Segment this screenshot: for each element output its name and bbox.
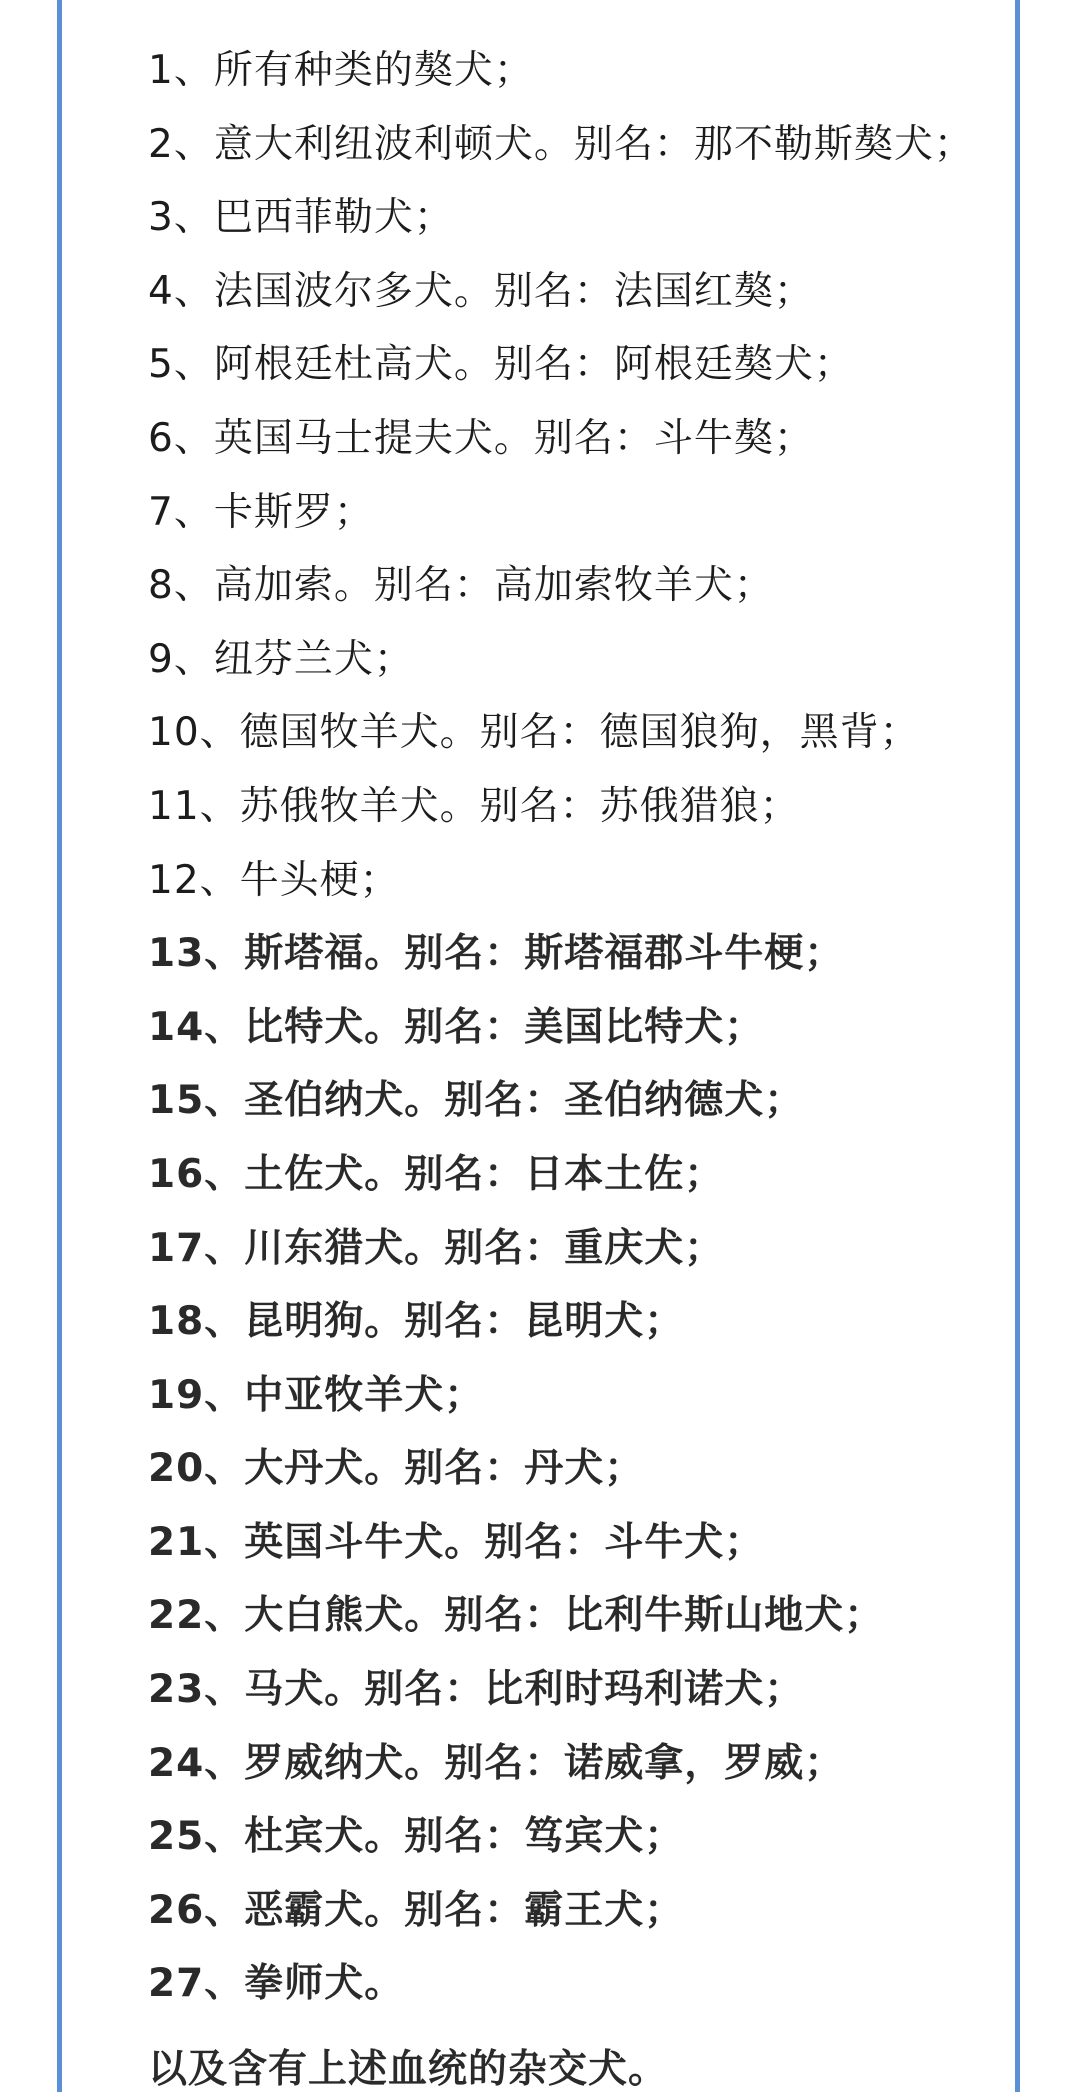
list-item: 14、比特犬。别名：美国比特犬； <box>148 1004 765 1050</box>
list-item: 24、罗威纳犬。别名：诺威拿，罗威； <box>148 1740 845 1786</box>
breed-list <box>148 34 974 2021</box>
list-item: 10、德国牧羊犬。别名：德国狼狗，黑背； <box>148 710 920 756</box>
list-item: 12、牛头梗； <box>148 857 400 903</box>
list-item: 20、大丹犬。别名：丹犬； <box>148 1446 645 1492</box>
list-item: 1、所有种类的獒犬； <box>148 48 534 93</box>
list-item: 5、阿根廷杜高犬。别名：阿根廷獒犬； <box>148 342 854 388</box>
list-item: 4、法国波尔多犬。别名：法国红獒； <box>148 268 814 314</box>
list-item: 22、大白熊犬。别名：比利牛斯山地犬； <box>148 1593 885 1639</box>
list-item: 15、圣伯纳犬。别名：圣伯纳德犬； <box>148 1078 805 1124</box>
list-item: 16、土佐犬。别名：日本土佐； <box>148 1151 725 1197</box>
list-item: 2、意大利纽波利顿犬。别名：那不勒斯獒犬； <box>148 121 974 167</box>
list-item: 11、苏俄牧羊犬。别名：苏俄猎狼； <box>148 783 800 829</box>
list-item: 19、中亚牧羊犬； <box>148 1372 485 1418</box>
list-item: 8、高加索。别名：高加索牧羊犬； <box>148 563 774 609</box>
list-item: 6、英国马士提夫犬。别名：斗牛獒； <box>148 415 814 461</box>
list-item: 27、拳师犬。 <box>148 1961 405 2007</box>
footer-note: 以及含有上述血统的杂交犬。 <box>148 2047 669 2092</box>
list-item: 3、巴西菲勒犬； <box>148 195 454 241</box>
list-item: 18、昆明狗。别名：昆明犬； <box>148 1299 685 1345</box>
list-item: 7、卡斯罗； <box>148 489 374 535</box>
list-item: 21、英国斗牛犬。别名：斗牛犬； <box>148 1519 765 1565</box>
list-item: 13、斯塔福。别名：斯塔福郡斗牛梗； <box>148 931 845 977</box>
list-item: 9、纽芬兰犬； <box>148 636 414 682</box>
list-item: 23、马犬。别名：比利时玛利诺犬； <box>148 1667 805 1713</box>
list-item: 17、川东猎犬。别名：重庆犬； <box>148 1225 725 1271</box>
list-item: 26、恶霸犬。别名：霸王犬； <box>148 1887 685 1933</box>
list-item: 25、杜宾犬。别名：笃宾犬； <box>148 1814 685 1860</box>
